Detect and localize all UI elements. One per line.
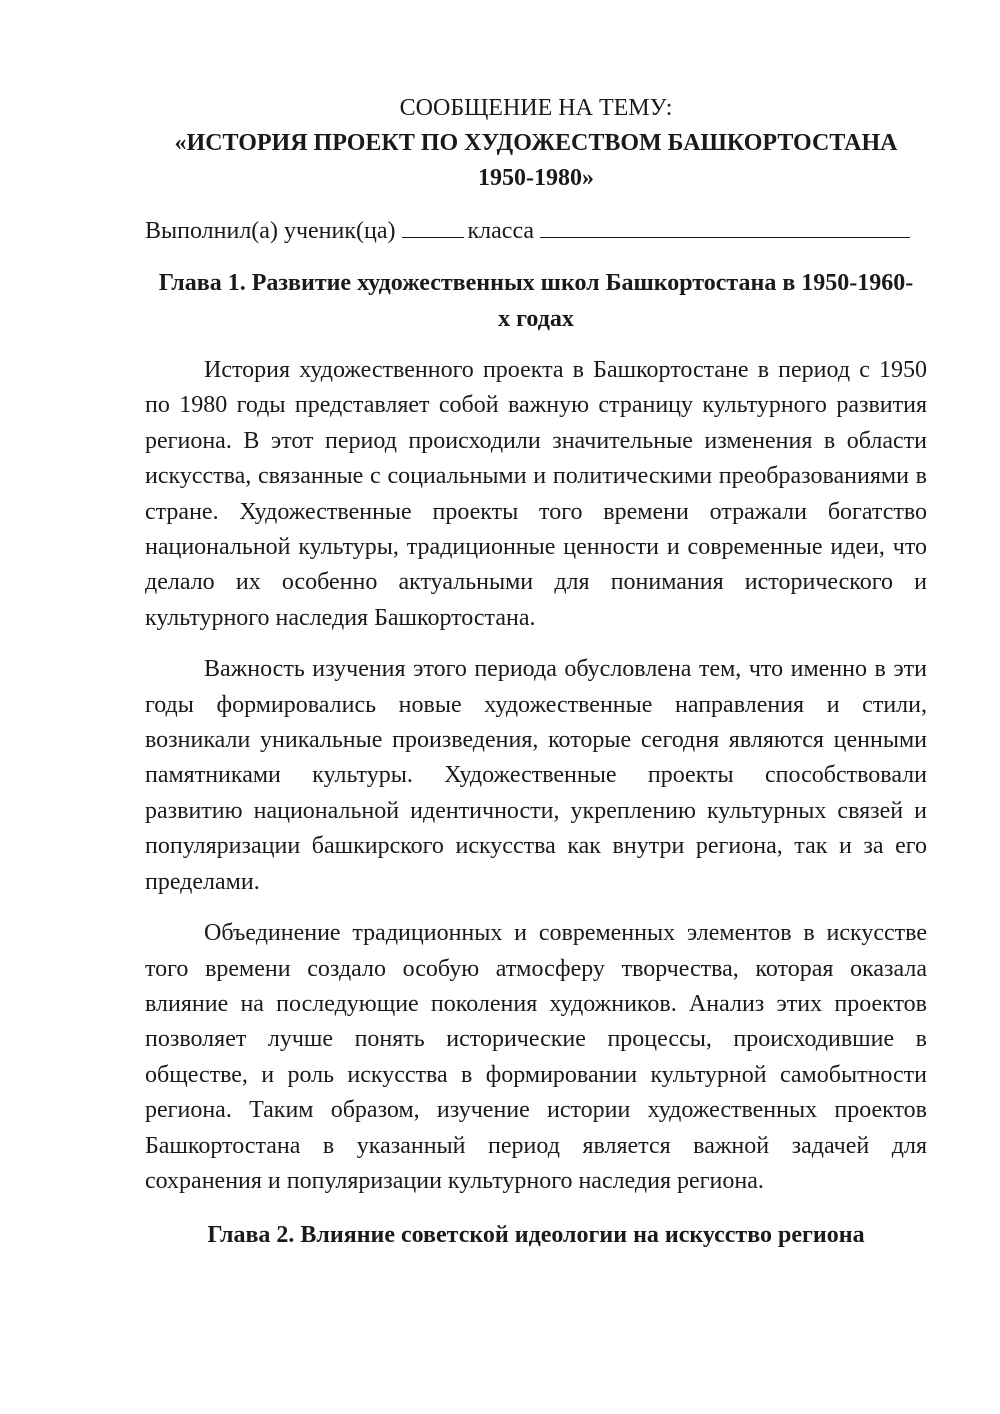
student-name-blank [540,217,910,238]
paragraph: Объединение традиционных и современных элементов в искусстве того времени создало особую атмосферу творчества, которая оказала влияние на последующие поколения художников. Анализ этих проектов позволяет лучше понять исторические процессы, происходившие в обществе, и роль искусства в формировании культурной самобытности региона. Таким образом, изучение истории художественных проектов Башкортостана в указанный период является важной задачей для сохранения и популяризации культурного наследия региона. [145,920,927,1194]
performer-label: Выполнил(а) ученик(ца) [145,218,396,244]
class-word: класса [467,218,535,244]
document-header: СООБЩЕНИЕ НА ТЕМУ: [399,95,673,121]
paragraph: Важность изучения этого периода обусловлена тем, что именно в эти годы формировались новые художественные направления и стили, возникали уникальные произведения, которые сегодня являются ценными памятниками культуры. Художественные проекты способствовали развитию национальной идентичности, укреплению культурных связей и популяризации башкирского искусства как внутри региона, так и за его пределами. [145,656,927,895]
document-page [145,90,927,1253]
performer-line [145,213,927,249]
chapter-1-heading: Глава 1. Развитие художественных школ Башкортостана в 1950-1960-х годах [158,270,914,332]
chapter-2-heading: Глава 2. Влияние советской идеологии на искусство региона [207,1222,865,1249]
paragraph: История художественного проекта в Башкортостане в период с 1950 по 1980 годы представляет собой важную страницу культурного развития региона. В этот период происходили значительные изменения в области искусства, связанные с социальными и политическими преобразованиями в стране. Художественные проекты того времени отражали богатство национальной культуры, традиционные ценности и современные идеи, что делало их особенно актуальными для понимания исторического и культурного наследия Башкортостана. [145,357,927,631]
document-title: «ИСТОРИЯ ПРОЕКТ ПО ХУДОЖЕСТВОМ БАШКОРТОСТАНА 1950-1980» [174,130,898,191]
class-number-blank [402,217,464,238]
